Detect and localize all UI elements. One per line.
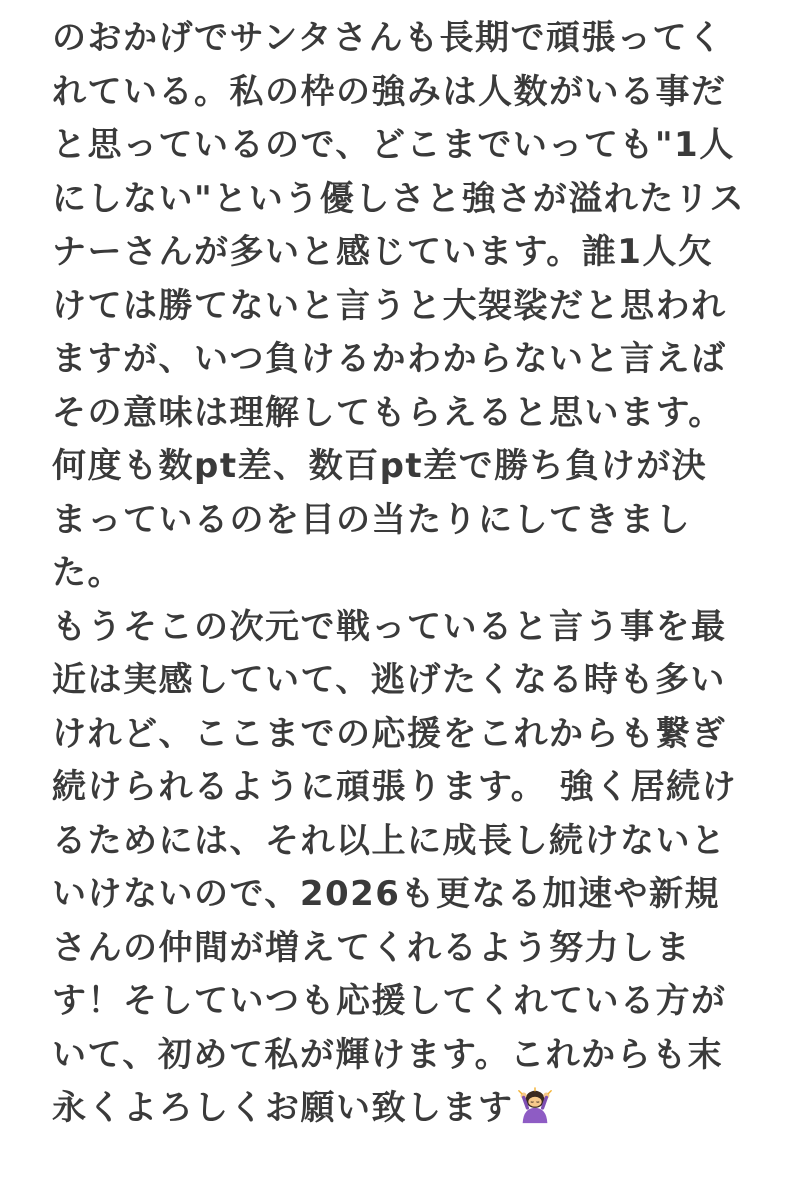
text-line-last-text: 永くよろしくお願い致します [52,1088,514,1128]
text-line: す！そしていつも応援してくれている方が [52,981,727,1021]
person-bowing-emoji-icon [516,1087,554,1125]
text-line: た。 [52,553,123,593]
text-line: もうそこの次元で戦っていると言う事を最 [52,606,727,647]
text-line: 何度も数pt差、数百pt差で勝ち負けが決 [52,446,708,486]
text-line: 近は実感していて、逃げたくなる時も多い [52,660,726,700]
text-line: まっているのを目の当たりにしてきまし [52,499,691,540]
text-line: いて、初めて私が輝けます。これからも末 [52,1034,724,1075]
message-text [52,12,792,1136]
text-line: 続けられるように頑張ります。 強く居続け [52,767,738,807]
text-line: けては勝てないと言うと大袈裟だと思われ [52,285,727,326]
text-line: いけないので、2026も更なる加速や新規 [52,874,720,914]
text-line: れている。私の枠の強みは人数がいる事だ [52,71,727,112]
text-line: のおかげでサンタさんも長期で頑張ってく [52,18,724,58]
text-line: と思っているので、どこまでいっても"1人 [52,125,735,165]
text-line: さんの仲間が増えてくれるよう努力しま [52,927,691,968]
text-line: その意味は理解してもらえると思います。 [52,392,724,433]
text-line: けれど、ここまでの応援をこれからも繋ぎ [52,713,727,754]
text-line-last [52,1082,792,1136]
text-line: ナーさんが多いと感じています。誰1人欠 [52,232,714,272]
text-line: ますが、いつ負けるかわからないと言えば [52,339,727,379]
text-line: にしない"という優しさと強さが溢れたリス [52,178,746,219]
text-line: るためには、それ以上に成長し続けないと [52,820,727,861]
